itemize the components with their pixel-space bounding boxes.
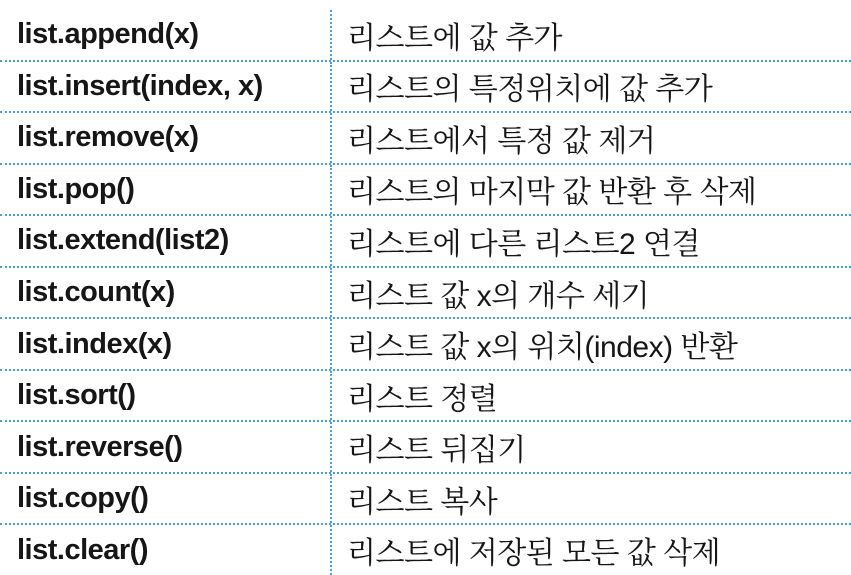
method-name-cell: list.index(x) (0, 319, 332, 369)
table-row (0, 474, 851, 526)
method-name-cell: list.append(x) (0, 10, 332, 60)
table-row (0, 165, 851, 217)
list-methods-table (0, 10, 851, 575)
table-row (0, 10, 851, 62)
table-row (0, 371, 851, 423)
table-row (0, 216, 851, 268)
method-description-cell: 리스트의 마지막 값 반환 후 삭제 (347, 176, 757, 210)
method-description-cell: 리스트에 값 추가 (347, 21, 563, 55)
method-name-cell: list.reverse() (0, 422, 332, 472)
method-name-cell: list.copy() (0, 474, 332, 524)
method-description-cell: 리스트에 저장된 모든 값 삭제 (347, 537, 721, 571)
method-description-cell: 리스트에서 특정 값 제거 (347, 124, 656, 158)
method-description-cell: 리스트 값 x의 위치(index) 반환 (347, 331, 738, 365)
table-row (0, 62, 851, 114)
method-name-cell: list.extend(list2) (0, 216, 332, 266)
method-name-cell: list.remove(x) (0, 113, 332, 163)
table-row (0, 525, 851, 575)
table-row (0, 422, 851, 474)
method-description-cell: 리스트 복사 (347, 485, 498, 519)
method-name-cell: list.insert(index, x) (0, 62, 332, 112)
method-description-cell: 리스트 정렬 (347, 382, 498, 416)
method-name-cell: list.clear() (0, 525, 332, 575)
method-name-cell: list.pop() (0, 165, 332, 215)
method-name-cell: list.sort() (0, 371, 332, 421)
table-row (0, 319, 851, 371)
method-description-cell: 리스트에 다른 리스트2 연결 (347, 227, 700, 261)
method-description-cell: 리스트 값 x의 개수 세기 (347, 279, 650, 313)
method-description-cell: 리스트의 특정위치에 값 추가 (347, 73, 713, 107)
method-description-cell: 리스트 뒤집기 (347, 434, 526, 468)
table-row (0, 268, 851, 320)
table-row (0, 113, 851, 165)
method-name-cell: list.count(x) (0, 268, 332, 318)
